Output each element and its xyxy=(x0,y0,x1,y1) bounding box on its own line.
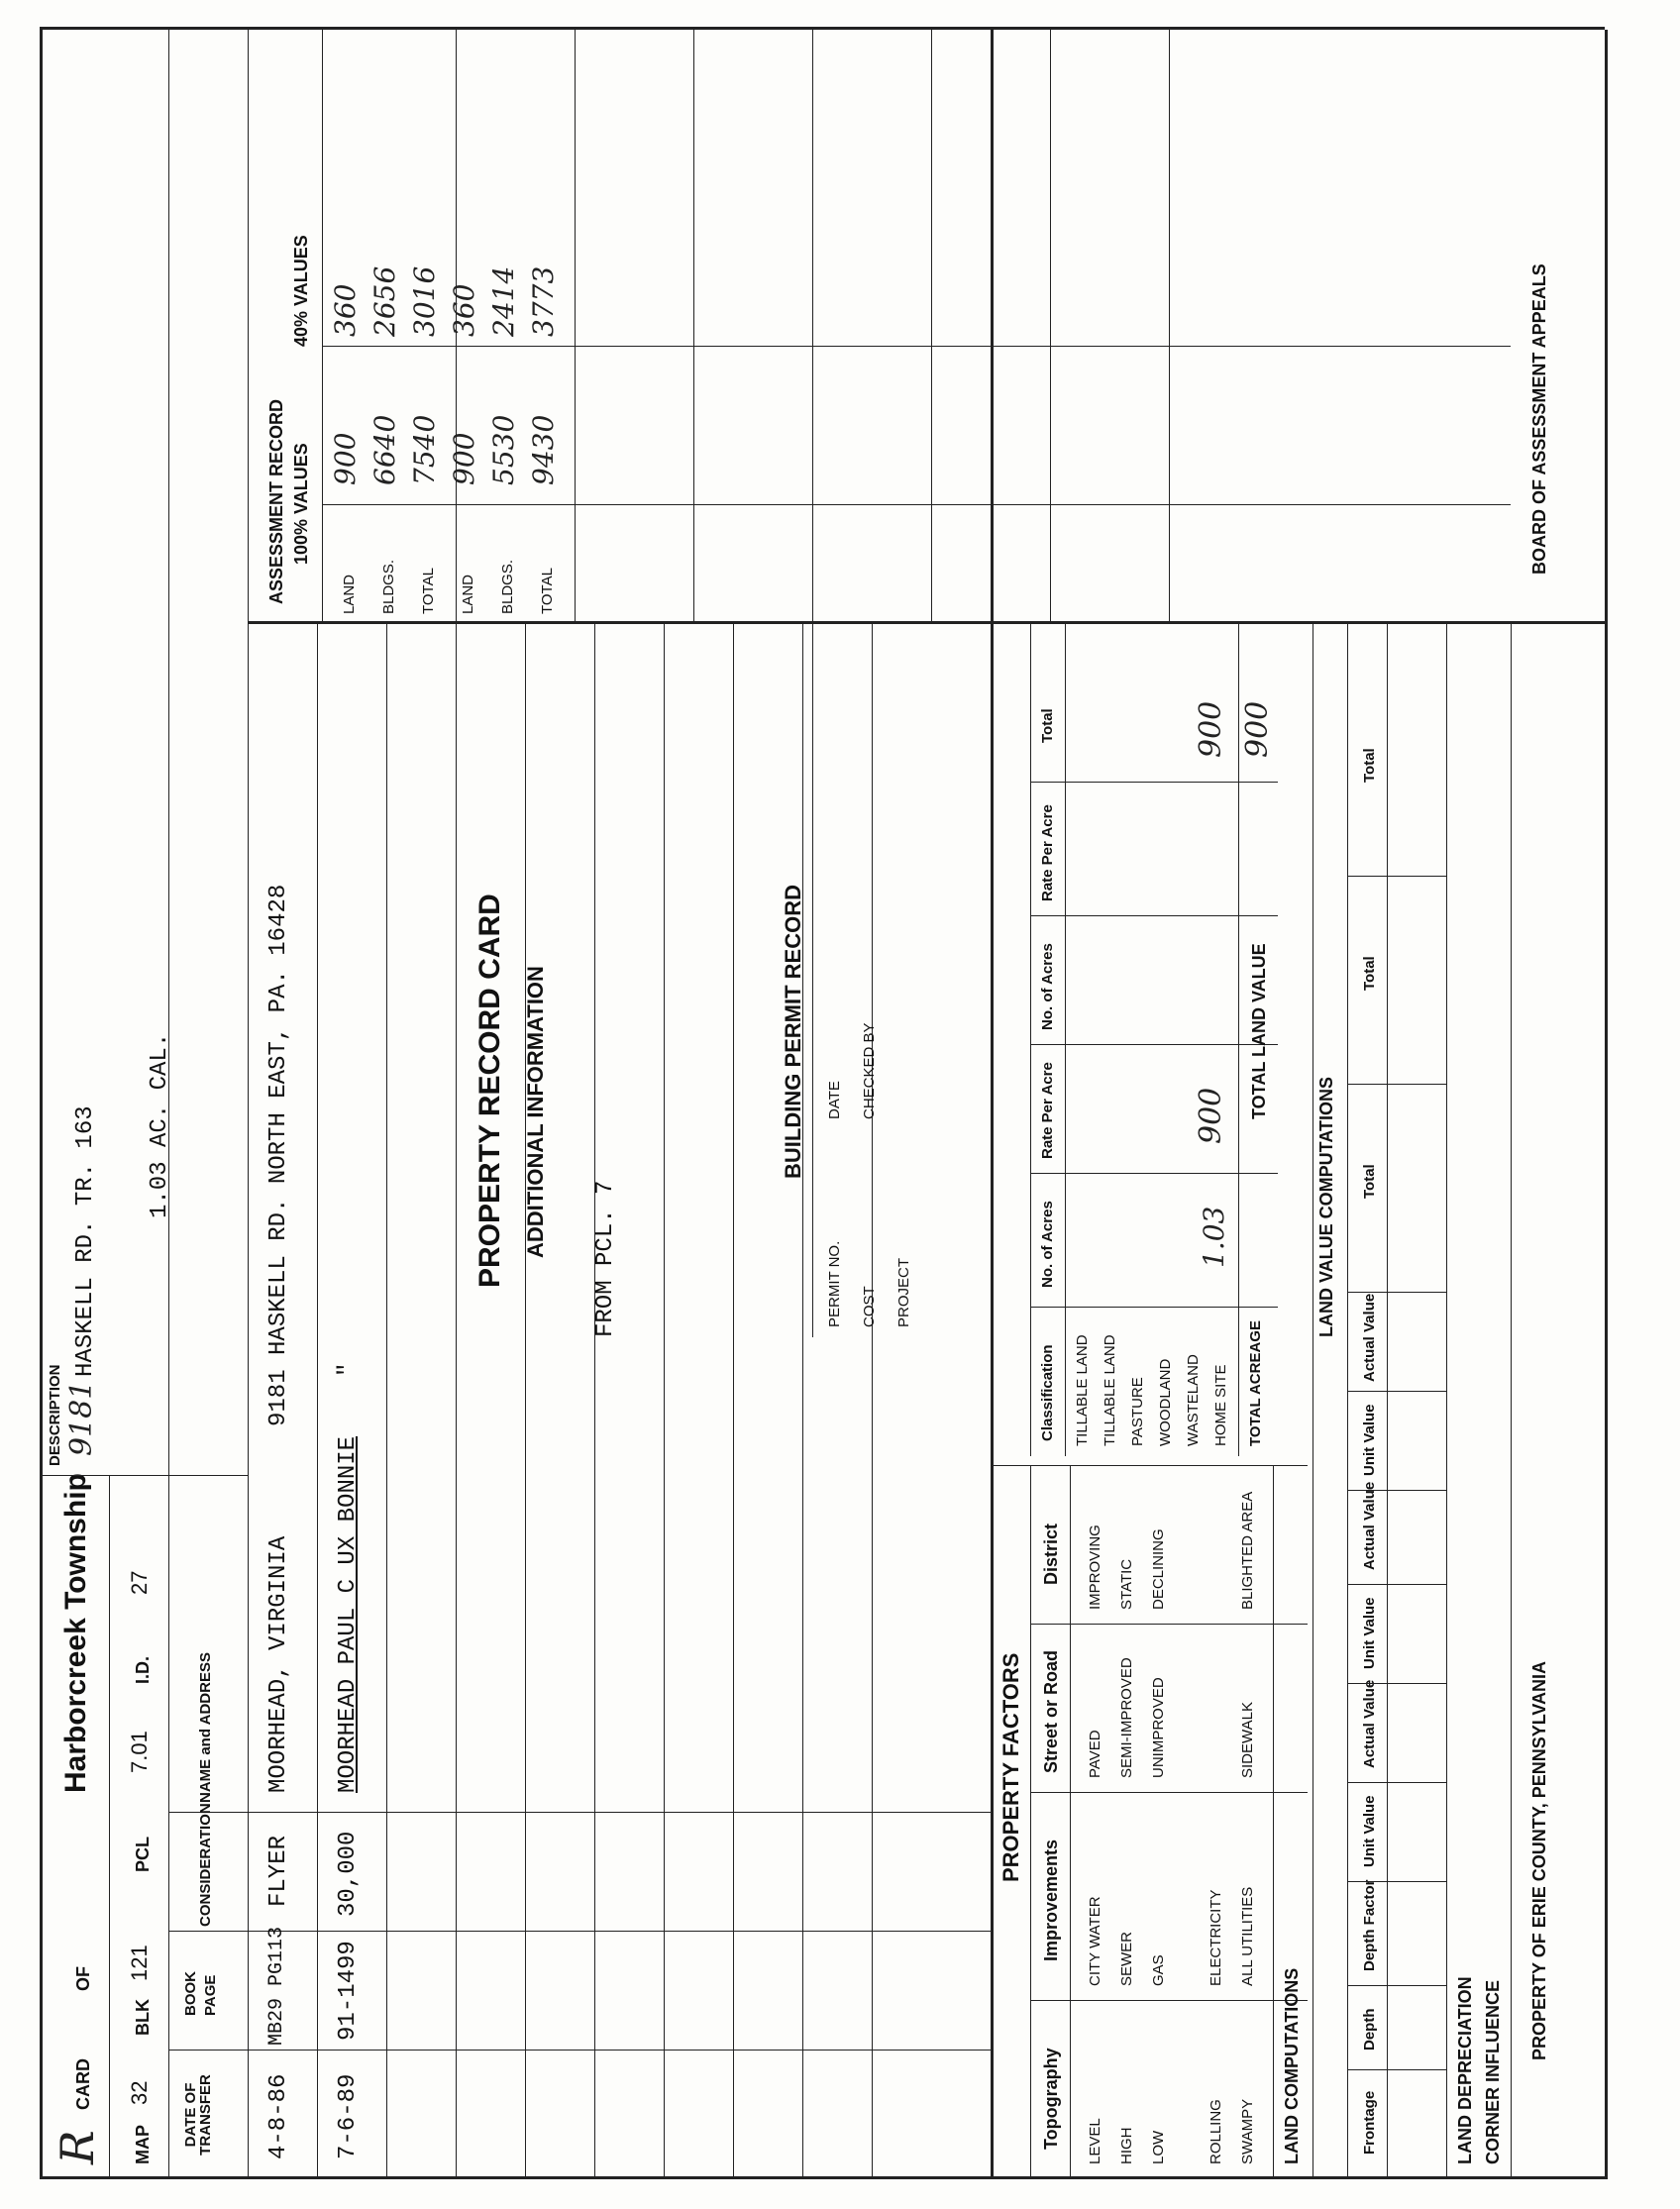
cls-home-rate: 900 xyxy=(1194,1087,1228,1144)
rule-lc-head3 xyxy=(1387,624,1388,2179)
v40-bldgs-1: 2656 xyxy=(368,265,401,337)
rule-bottom xyxy=(1605,30,1608,2179)
col-cls1 xyxy=(1030,1307,1278,1308)
cls-home-total: 900 xyxy=(1194,700,1228,758)
values-40-label: 40% VALUES xyxy=(291,235,311,347)
rule-cls-head2 xyxy=(1065,624,1066,1456)
v40-bldgs-2: 2414 xyxy=(487,265,520,337)
additional-info: ADDITIONAL INFORMATION xyxy=(523,966,548,1258)
rule-lc-foot xyxy=(1446,624,1447,2179)
v40-total-1: 3016 xyxy=(408,265,441,337)
corner-influence-title: CORNER INFLUENCE xyxy=(1483,1979,1503,2164)
rule-right-panel xyxy=(248,621,1605,624)
rule-row3 xyxy=(456,624,457,2179)
col-cls5 xyxy=(1030,782,1278,783)
rule-row9 xyxy=(872,624,873,2179)
pf-level: LEVEL xyxy=(1087,2118,1103,2164)
lc-hdr-unit-1: Unit Value xyxy=(1361,1795,1378,1867)
land-depreciation-title: LAND DEPRECIATION xyxy=(1455,1976,1475,2164)
description-label: DESCRIPTION xyxy=(47,1364,63,1466)
cls-total-acreage: TOTAL ACREAGE xyxy=(1247,1320,1264,1446)
v100-bldgs-1: 6640 xyxy=(368,414,401,485)
rule-left xyxy=(40,2176,1605,2179)
cls-hdr-acres-1: No. of Acres xyxy=(1039,1201,1056,1288)
col-lc1 xyxy=(1347,2069,1446,2070)
rule-pf-head2 xyxy=(1070,1466,1071,2179)
assess-land-2: LAND xyxy=(460,574,476,614)
footer-right: BOARD OF ASSESSMENT APPEALS xyxy=(1529,263,1549,575)
rule-assess-r4 xyxy=(812,30,813,624)
hdr-book2: PAGE xyxy=(202,1974,219,2016)
pf-paved: PAVED xyxy=(1087,1730,1103,1778)
property-factors-title: PROPERTY FACTORS xyxy=(998,1652,1023,1882)
pf-city-water: CITY WATER xyxy=(1087,1896,1103,1986)
cls-woodland: WOODLAND xyxy=(1157,1358,1174,1446)
col-lc8 xyxy=(1347,1391,1446,1392)
rule-transfer-head xyxy=(168,30,169,2179)
description-line1: HASKELL RD. TR. 163 xyxy=(72,1105,99,1377)
col-assess2 xyxy=(322,346,1511,347)
rule-row7 xyxy=(733,624,734,2179)
rule-right xyxy=(40,27,1605,30)
cls-pasture: PASTURE xyxy=(1129,1377,1146,1446)
rule-top xyxy=(40,30,43,2179)
rule-pf-head xyxy=(1030,1466,1031,2179)
col-pf3 xyxy=(1030,1624,1308,1625)
footer-left: PROPERTY OF ERIE COUNTY, PENNSYLVANIA xyxy=(1529,1660,1549,2060)
rule-row4 xyxy=(525,624,526,2179)
col-lc4 xyxy=(1347,1782,1446,1783)
pf-declining: DECLINING xyxy=(1150,1528,1167,1610)
map-value: 32 xyxy=(127,2080,152,2105)
hdr-book1: BOOK xyxy=(182,1971,199,2016)
lc-hdr-actual-1: Actual Value xyxy=(1361,1679,1378,1768)
assess-total-2: TOTAL xyxy=(539,568,556,614)
cls-tillable-1: TILLABLE LAND xyxy=(1074,1334,1091,1446)
assessment-title: ASSESSMENT RECORD xyxy=(266,398,286,604)
hdr-consideration: CONSIDERATION xyxy=(197,1803,214,1927)
transfer-1-address: 9181 HASKELL RD. NORTH EAST, PA. 16428 xyxy=(265,884,292,1426)
rule-assess-r7 xyxy=(1169,30,1170,624)
pf-unimproved: UNIMPROVED xyxy=(1150,1677,1167,1778)
v100-total-1: 7540 xyxy=(408,414,441,485)
pf-hdr-street: Street or Road xyxy=(1041,1649,1061,1773)
transfer-1-date: 4-8-86 xyxy=(265,2073,292,2159)
assess-land-1: LAND xyxy=(341,574,358,614)
township-title: Harborcreek Township xyxy=(59,1473,92,1793)
col-lc9 xyxy=(1347,1292,1446,1293)
lc-hdr-depth: Depth xyxy=(1361,2008,1378,2051)
lc-hdr-actual-2: Actual Value xyxy=(1361,1481,1378,1570)
v40-land-2: 360 xyxy=(448,283,480,337)
blk-value: 121 xyxy=(127,1945,152,1981)
v40-land-1: 360 xyxy=(329,283,362,337)
permit-project: PROJECT xyxy=(895,1257,912,1327)
of-label: OF xyxy=(73,1966,93,1991)
lc-hdr-total-3: Total xyxy=(1361,748,1378,783)
col-assess1 xyxy=(322,504,1511,505)
col-lc5 xyxy=(1347,1683,1446,1684)
lc-hdr-depth-factor: Depth Factor xyxy=(1361,1879,1378,1971)
pf-hdr-improvements: Improvements xyxy=(1041,1839,1061,1961)
cls-hdr-total: Total xyxy=(1039,708,1056,743)
hdr-date: DATE OF TRANSFER xyxy=(182,2074,214,2156)
lc-hdr-unit-2: Unit Value xyxy=(1361,1597,1378,1669)
cls-home-acres: 1.03 xyxy=(1198,1206,1230,1268)
rule-assess-r3 xyxy=(693,30,694,624)
pcl-label: PCL xyxy=(133,1837,153,1872)
lc-hdr-unit-3: Unit Value xyxy=(1361,1404,1378,1476)
transfer-2-address: " xyxy=(335,1362,362,1377)
col-lc7 xyxy=(1347,1490,1446,1491)
hdr-name: NAME and ADDRESS xyxy=(197,1652,214,1803)
pf-static: STATIC xyxy=(1118,1558,1135,1610)
assess-total-1: TOTAL xyxy=(420,568,437,614)
rule-middle xyxy=(991,30,994,2179)
pf-high: HIGH xyxy=(1118,2127,1135,2164)
pf-blighted: BLIGHTED AREA xyxy=(1239,1491,1256,1610)
col-pf1 xyxy=(1030,2000,1308,2001)
rule-pf-foot xyxy=(1273,1466,1274,2179)
transfer-1-consideration: FLYER xyxy=(265,1835,292,1907)
col-consideration xyxy=(168,1812,991,1813)
pf-gas: GAS xyxy=(1150,1954,1167,1986)
cls-hdr-acres-2: No. of Acres xyxy=(1039,943,1056,1030)
assessment-subtitle: 100% VALUES xyxy=(291,443,311,565)
lc-hdr-actual-3: Actual Value xyxy=(1361,1293,1378,1382)
col-pf2 xyxy=(1030,1792,1308,1793)
pf-hdr-topography: Topography xyxy=(1041,2048,1061,2150)
col-pf4 xyxy=(991,1465,1308,1466)
id-label: I.D. xyxy=(133,1655,153,1684)
v40-total-2: 3773 xyxy=(527,265,560,337)
rule-desc xyxy=(40,1475,248,1476)
blk-label: BLK xyxy=(133,1999,153,2036)
from-pcl: FROM PCL. 7 xyxy=(592,1180,619,1337)
pf-rolling: ROLLING xyxy=(1208,2099,1224,2164)
cls-hdr-rate-2: Rate Per Acre xyxy=(1039,804,1056,901)
col-date xyxy=(168,2050,991,2051)
land-computations-title: LAND COMPUTATIONS xyxy=(1282,1967,1302,2164)
description-hw: 9181 xyxy=(64,1380,99,1456)
pf-sidewalk: SIDEWALK xyxy=(1239,1702,1256,1778)
col-lc2 xyxy=(1347,1985,1446,1986)
col-book xyxy=(168,1931,991,1932)
initial-mark: R xyxy=(51,2130,104,2164)
col-lc11 xyxy=(1347,876,1446,877)
cls-tillable-2: TILLABLE LAND xyxy=(1102,1334,1118,1446)
rule-dep-foot xyxy=(1511,624,1512,2179)
col-lc6 xyxy=(1347,1584,1446,1585)
rule-header xyxy=(109,1476,110,2179)
lc-hdr-total-2: Total xyxy=(1361,956,1378,991)
total-land-value-label: TOTAL LAND VALUE xyxy=(1249,943,1269,1119)
permit-no: PERMIT NO. xyxy=(826,1240,843,1327)
rule-assess-r2 xyxy=(575,30,576,624)
permit-title: BUILDING PERMIT RECORD xyxy=(781,885,805,1179)
pf-all-utilities: ALL UTILITIES xyxy=(1239,1886,1256,1986)
pf-hdr-district: District xyxy=(1041,1523,1061,1585)
lc-hdr-frontage: Frontage xyxy=(1361,2090,1378,2155)
cls-wasteland: WASTELAND xyxy=(1185,1354,1202,1446)
rule-row2 xyxy=(386,624,387,2179)
map-label: MAP xyxy=(133,2125,153,2164)
transfer-2-name: MOORHEAD PAUL C UX BONNIE xyxy=(335,1435,362,1793)
v100-land-1: 900 xyxy=(329,432,362,485)
rule-cls-head xyxy=(1030,624,1031,1456)
v100-land-2: 900 xyxy=(448,432,480,485)
col-cls2 xyxy=(1030,1173,1278,1174)
cls-home-site: HOME SITE xyxy=(1212,1364,1229,1446)
rule-assess-r5 xyxy=(931,30,932,624)
cls-hdr-rate-1: Rate Per Acre xyxy=(1039,1062,1056,1159)
rule-row5 xyxy=(594,624,595,2179)
transfer-1-book: MB29 PG113 xyxy=(265,1926,288,2046)
pf-swampy: SWAMPY xyxy=(1239,2098,1256,2164)
transfer-2-consideration: 30,000 xyxy=(335,1831,362,1917)
permit-date: DATE xyxy=(826,1081,843,1119)
permit-cost: COST xyxy=(861,1286,878,1327)
rule-permit xyxy=(812,624,813,1337)
transfer-1-name: MOORHEAD, VIRGINIA xyxy=(265,1535,292,1793)
permit-checked: CHECKED BY xyxy=(861,1022,878,1119)
pf-sewer: SEWER xyxy=(1118,1931,1135,1986)
col-lc3 xyxy=(1347,1881,1446,1882)
description-line2: 1.03 AC. CAL. xyxy=(147,1032,173,1218)
lvc-title: LAND VALUE COMPUTATIONS xyxy=(1316,1077,1336,1337)
col-cls3 xyxy=(1030,1044,1278,1045)
pf-semi-improved: SEMI-IMPROVED xyxy=(1118,1657,1135,1778)
transfer-2-date: 7-6-89 xyxy=(335,2073,362,2159)
rule-lc-head2 xyxy=(1347,624,1348,2179)
rule-row6 xyxy=(664,624,665,2179)
card-label: CARD xyxy=(73,2058,93,2110)
pf-electricity: ELECTRICITY xyxy=(1208,1889,1224,1986)
rule-assess-head xyxy=(322,30,323,624)
assess-bldgs-1: BLDGS. xyxy=(380,559,397,614)
cls-hdr-classification: Classification xyxy=(1039,1344,1056,1441)
col-lc10 xyxy=(1347,1084,1446,1085)
record-title: PROPERTY RECORD CARD xyxy=(473,894,506,1288)
pf-low: LOW xyxy=(1150,2130,1167,2164)
v100-bldgs-2: 5530 xyxy=(487,414,520,485)
lc-hdr-total-1: Total xyxy=(1361,1164,1378,1199)
rule-cls-total xyxy=(1238,624,1239,1456)
v100-total-2: 9430 xyxy=(527,414,560,485)
col-cls4 xyxy=(1030,915,1278,916)
rule-transfer-head2 xyxy=(248,30,249,2179)
transfer-2-book: 91-1499 xyxy=(335,1941,362,2041)
pcl-value: 7.01 xyxy=(127,1731,152,1773)
total-land-value: 900 xyxy=(1240,700,1275,758)
pf-improving: IMPROVING xyxy=(1087,1525,1103,1610)
assess-bldgs-2: BLDGS. xyxy=(499,559,516,614)
id-value: 27 xyxy=(127,1570,152,1595)
rule-row1 xyxy=(317,624,318,2179)
rule-lc-head xyxy=(1312,624,1313,2179)
rule-row8 xyxy=(802,624,803,2179)
rule-assess-r6 xyxy=(1050,30,1051,624)
